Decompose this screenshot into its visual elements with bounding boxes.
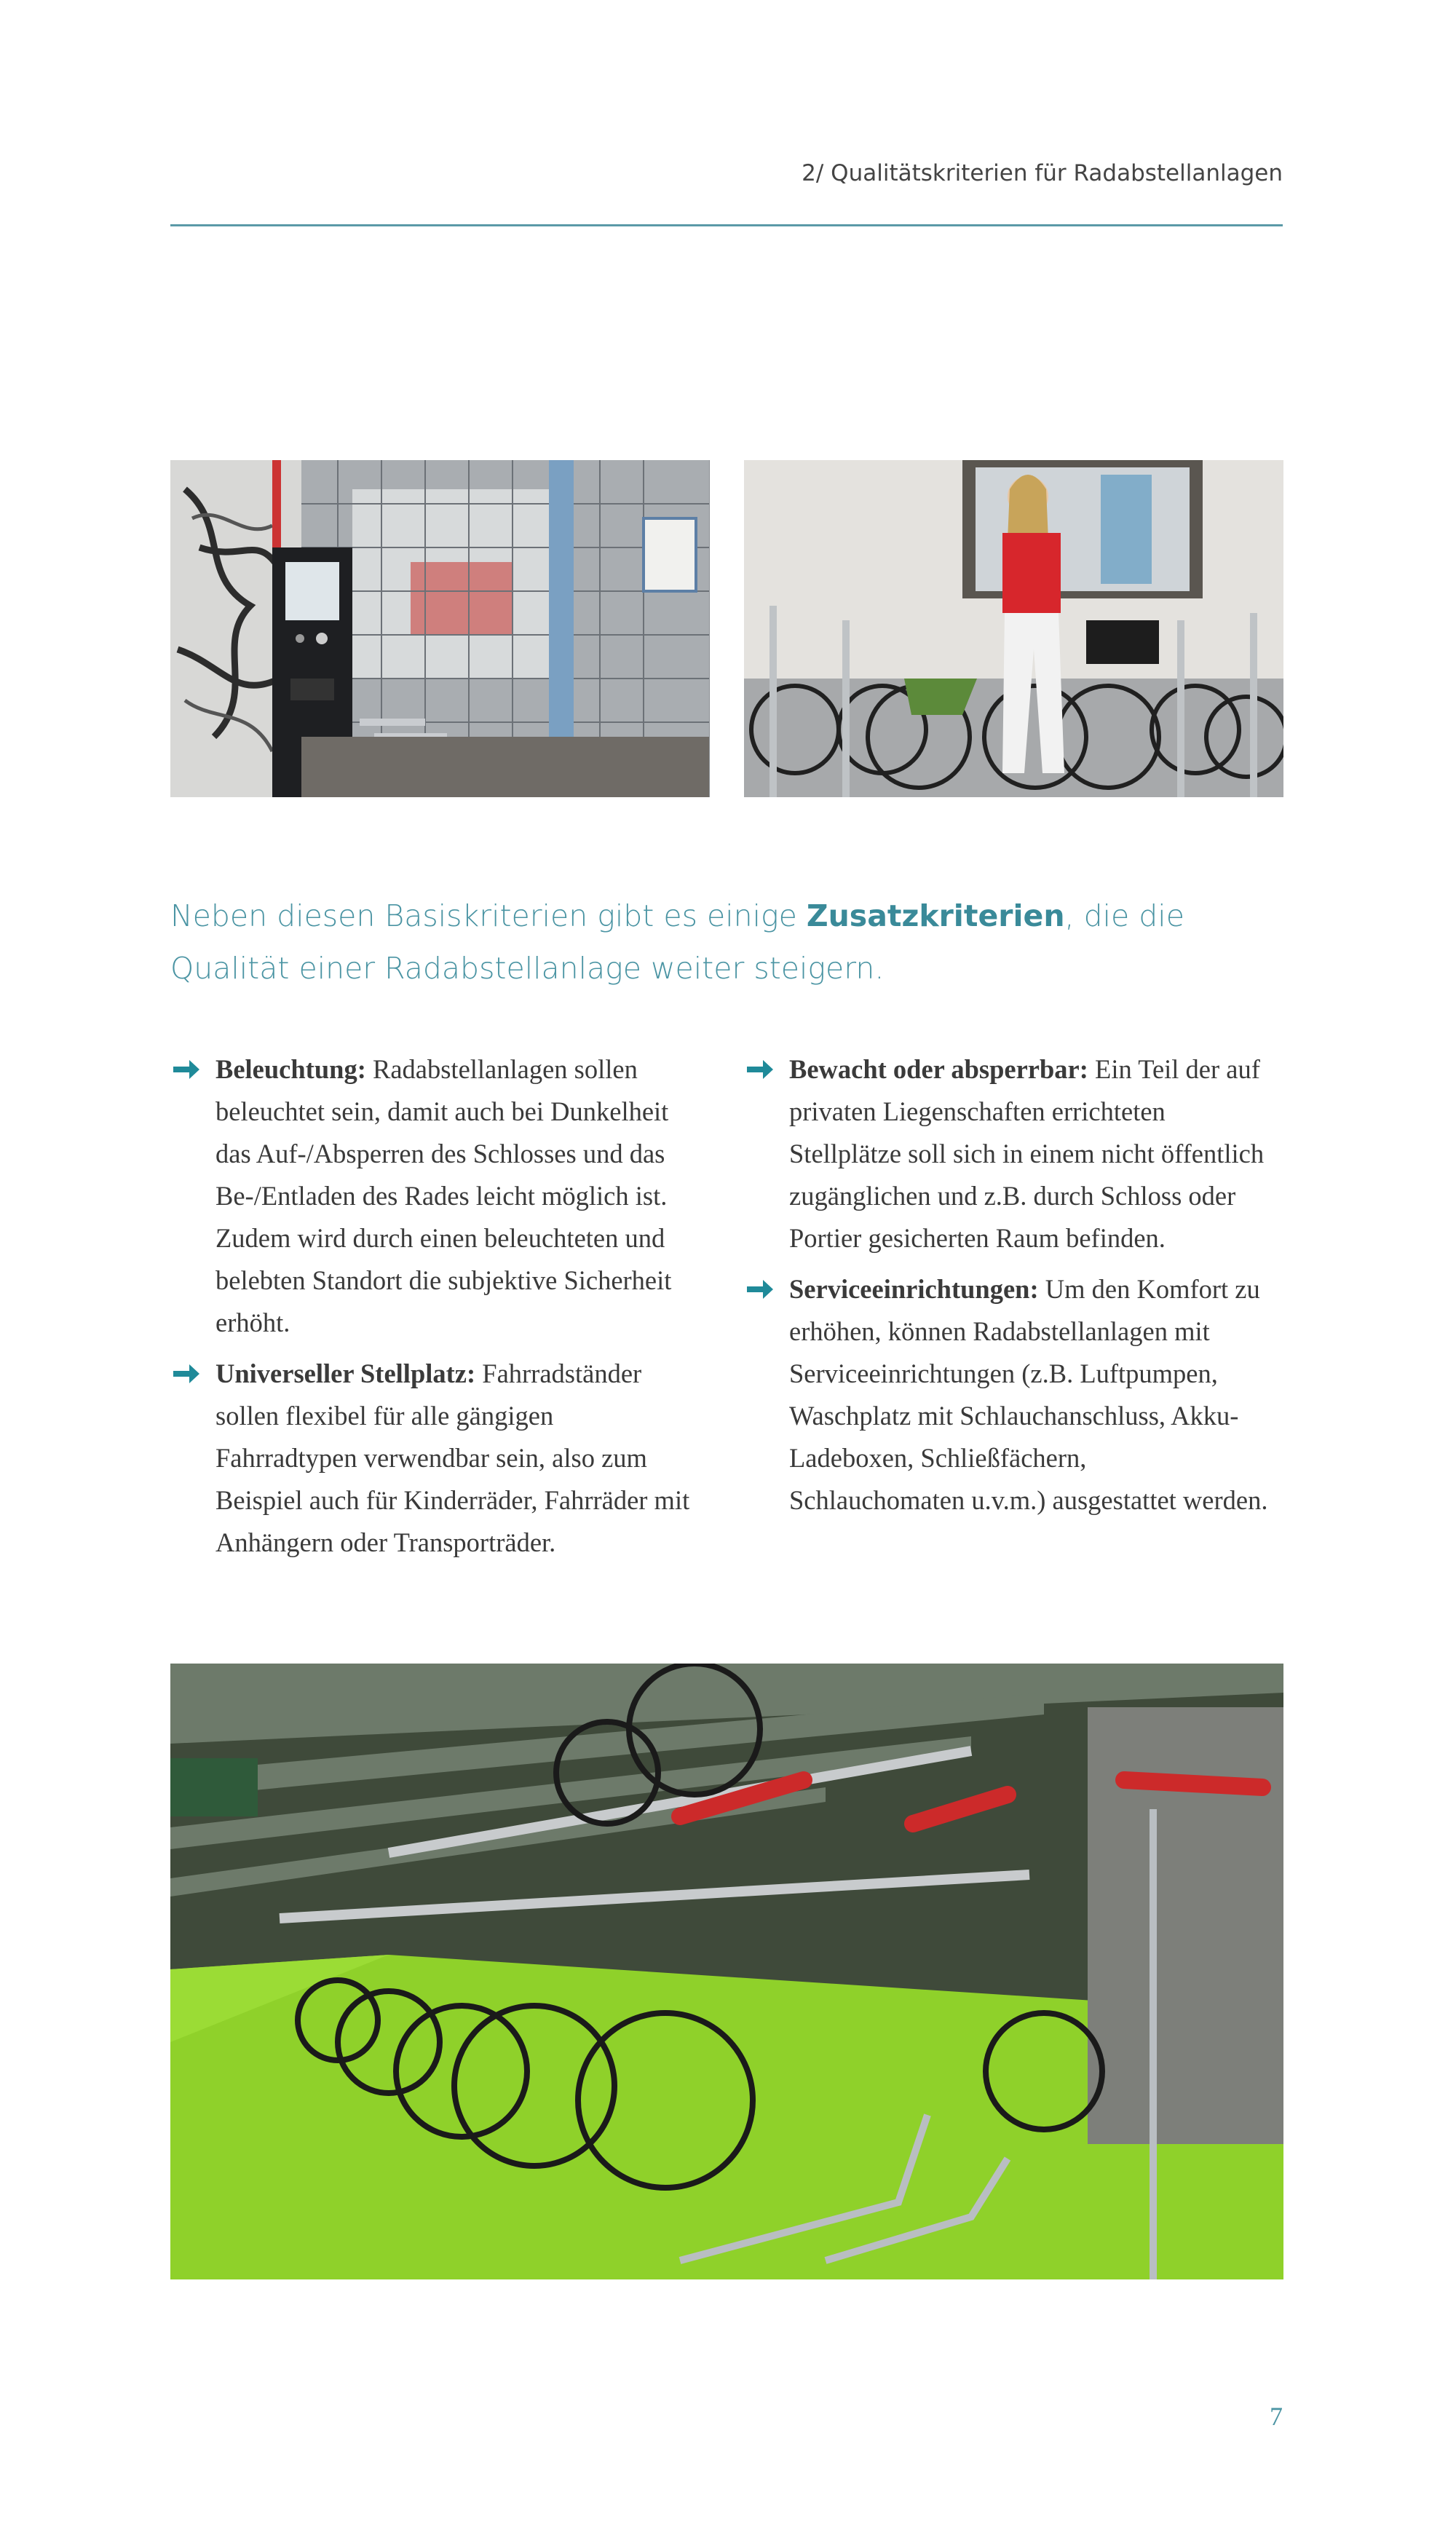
bike-garage-entrance-photo: [170, 460, 710, 797]
intro-before: Neben diesen Basiskriterien gibt es einige: [170, 898, 807, 933]
criterion-term: Bewacht oder absperrbar:: [789, 1054, 1088, 1084]
criterion-text: Ein Teil der auf privaten Liegenschaften errichteten Stellplätze soll sich in einem nicht öffentlich zugänglichen und z.B. durch Schloss oder Portier gesicherten Raum befinden.: [789, 1054, 1265, 1253]
woman-with-bicycle-photo: [744, 460, 1283, 797]
two-tier-bike-rack-garage-photo: [170, 1664, 1283, 2279]
criterion-item: [744, 1268, 1268, 1522]
criterion-item: [170, 1048, 695, 1344]
arrow-right-icon: [745, 1278, 775, 1301]
intro-highlight: Zusatzkriterien: [806, 898, 1065, 933]
criterion-term: Serviceeinrichtungen:: [789, 1274, 1039, 1304]
arrow-right-icon: [172, 1058, 201, 1081]
header-rule: [170, 224, 1283, 226]
intro-after: , die die Qualität einer Radabstellanlage weiter steigern.: [170, 898, 1184, 986]
intro-lead-text: [170, 890, 1291, 994]
criterion-item: [744, 1048, 1268, 1259]
criterion-text: Fahrradständer sollen flexibel für alle gängigen Fahrradtypen verwendbar sein, also zum Beispiel auch für Kinderräder, Fahrräder mit Anhängern oder Transporträder.: [215, 1358, 690, 1557]
criteria-column-left: [170, 1048, 695, 1573]
criterion-term: Universeller Stellplatz:: [215, 1358, 476, 1388]
page-number: 7: [1270, 2402, 1283, 2431]
criterion-text: Radabstellanlagen sollen beleuchtet sein, damit auch bei Dunkelheit das Auf-/Absperren des Schlosses und das Be-/Entladen des Rades leicht möglich ist. Zudem wird durch einen beleuchteten und belebten Standort die subjektive Sicherheit erhöht.: [215, 1054, 672, 1337]
criterion-text: Um den Komfort zu erhöhen, können Radabstellanlagen mit Serviceeinrichtungen (z.B. Luftpumpen, Waschplatz mit Schlauchanschluss, Akku-Ladeboxen, Schließfächern, Schlauchomaten u.v.m.) ausgestattet werden.: [789, 1274, 1268, 1515]
criterion-term: Beleuchtung:: [215, 1054, 366, 1084]
running-header: 2/ Qualitätskriterien für Radabstellanlagen: [802, 160, 1283, 186]
arrow-right-icon: [745, 1058, 775, 1081]
arrow-right-icon: [172, 1362, 201, 1385]
criteria-column-right: [744, 1048, 1268, 1530]
criterion-item: [170, 1353, 695, 1564]
